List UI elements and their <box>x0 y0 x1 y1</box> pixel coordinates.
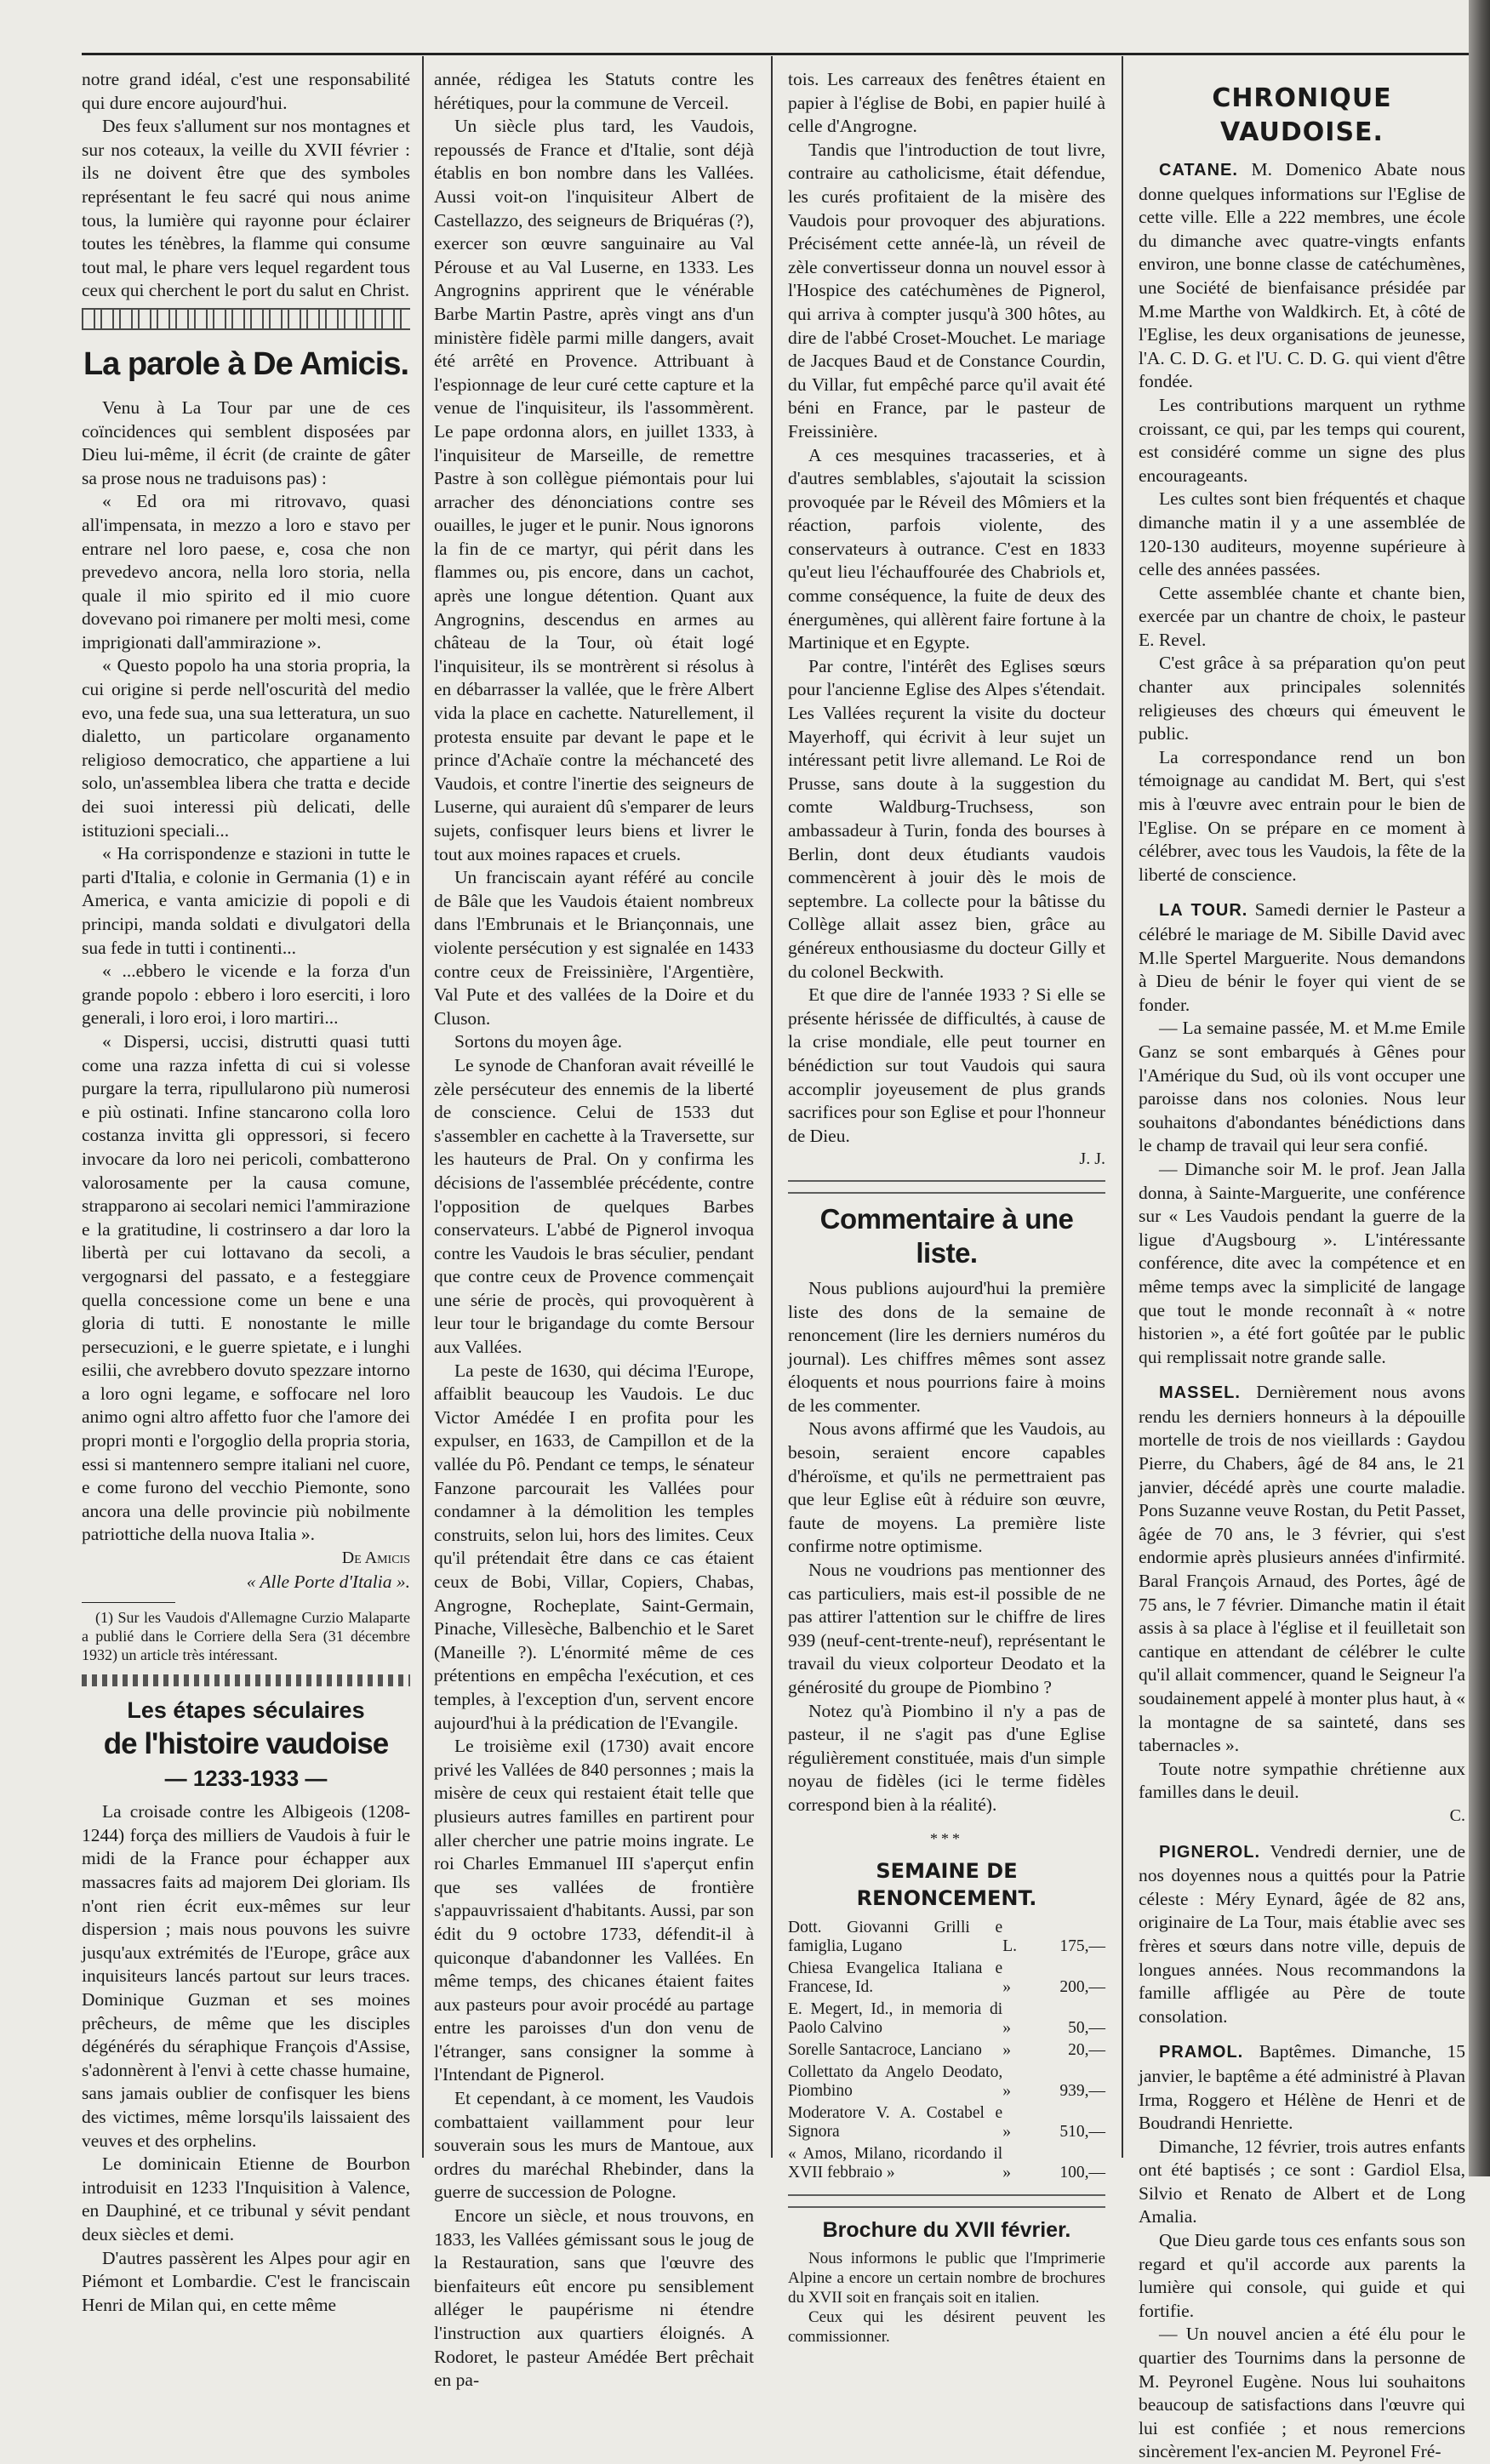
paragraph: Le synode de Chanforan avait réveillé le zèle persécuteur des ennemis de la liberté de conscience. Celui de 1533 dut s'assembler en cachette à la Traversette, sur les hauteurs de Pral. On y confirma les décisions de l'assemblée précédente, contre l'opposition de quelques Barbes conservateurs. L'abbé de Pignerol invoqua contre les Vaudois le bras séculier, pendant que contre ceux de Provence commençait une série de procès, qui provoquèrent à leur tour le brigandage du comte Bersour aux Vallées. <box>434 1054 754 1358</box>
donor-name: Dott. Giovanni Grilli e famiglia, Lugano <box>788 1919 1003 1956</box>
column-divider <box>422 56 424 2158</box>
signature-source: « Alle Porte d'Italia ». <box>246 1571 410 1592</box>
donor-name: E. Megert, Id., in memoria di Paolo Calvino <box>788 2000 1003 2038</box>
paragraph: — La semaine passée, M. et M.me Emile Ganz se sont embarqués à Gênes pour l'Amérique du Sud, où ils vont occuper une paroisse dans nos colonies. Nous leur souhaitons d'abondantes bénédictions dans le champ de travail qui leur sera confié. <box>1139 1018 1465 1156</box>
paragraph: « Ed ora mi ritrovavo, quasi all'impensata, in mezzo a loro e stavo per entrare nel loro paese, e, cosa che non prevedevo ancora, nella loro storia, nella quale il mio spirito ed il mio cuore dovevano poi rimanere per molti mesi, come imprigionati dall'ammirazione ». <box>82 491 410 653</box>
currency: » <box>1002 2019 1011 2038</box>
table-row <box>788 2041 1105 2063</box>
paragraph: Nous publions aujourd'hui la première liste des dons de la semaine de renoncement (lire les derniers numéros du journal). Les chiffres mêmes sont assez éloquents et nous pourrions faire à moins de les commenter. <box>788 1277 1105 1416</box>
paragraph: Tandis que l'introduction de tout livre, contraire au catholicisme, était défendue, les curés profitaient de la misère des Vaudois pour provoquer des abjurations. Précisément cette année-là, un réveil de zèle convertisseur donna un nouvel essor à l'Hospice des catéchumènes de Pignerol, qui arriva à compter jusqu'à 300 hôtes, au dire de l'abbé Croset-Mouchet. Le mariage de Jacques Baud et de Constance Courdin, du Villar, fut empêché parce qu'il avait été béni en France, par le pasteur de Freissinière. <box>788 139 1105 442</box>
donor-name: Moderatore V. A. Costabel e Signora <box>788 2104 1003 2142</box>
currency: » <box>1002 2082 1011 2101</box>
stars-separator: *** <box>930 1829 963 1847</box>
paragraph: C'est grâce à sa préparation qu'on peut chanter aux principales solennités religieuses des chœurs qui émeuvent le public. <box>1139 653 1465 744</box>
paragraph: Nous informons le public que l'Imprimerie Alpine a encore un certain nombre de brochures du XVII soit en français soit en italien. <box>788 2250 1105 2307</box>
currency: L. <box>1002 1937 1017 1956</box>
currency: » <box>1002 2123 1011 2142</box>
paragraph: Et cependant, à ce moment, les Vaudois combattaient vaillamment pour leur souverain sous les murs de Mantoue, aux ordres du maréchal Rhebinder, dans la guerre de succession de Pologne. <box>434 2088 754 2203</box>
spacer <box>1139 1369 1465 1381</box>
paragraph: Les cultes sont bien fréquentés et chaque dimanche matin il y a une assemblée de 120-130 auditeurs, moyenne supérieure à celle des années passées. <box>1139 488 1465 580</box>
paragraph: Des feux s'allument sur nos montagnes et sur nos coteaux, la veille du XVII février : ils ne doivent être que des symboles représentant le feu sacré qui nous anime tous, la lumière qui rayonne pour éclairer toutes les ténèbres, la flamme qui consume tout mal, le phare vers lequel regardent tous ceux qui cherchent le port du salut en Christ. <box>82 116 410 301</box>
donor-name: Sorelle Santacroce, Lanciano <box>788 2041 982 2060</box>
article-title-etapes: Les étapes séculaires <box>127 1697 365 1724</box>
section-title-semaine: SEMAINE DE RENONCEMENT. <box>856 1859 1037 1911</box>
paragraph-text: Samedi dernier le Pasteur a célébré le mariage de M. Sibille David avec M.lle Spertel Marguerite. Nous demandons à Dieu de bénir le foyer qui vient de se fonder. <box>1139 899 1465 1015</box>
ornament-divider <box>788 1180 1105 1194</box>
paragraph: Encore un siècle, et nous trouvons, en 1833, les Vallées gémissant sous le joug de la Restauration, sans que l'œuvre des bienfaiteurs eût encore pu sensiblement alléger le paupérisme ni étendre l'instruction aux quartiers éloignés. A Rodoret, le pasteur Amédée Bert prêchait en pa- <box>434 2205 754 2391</box>
paragraph: Le troisième exil (1730) avait encore privé les Vallées de 840 personnes ; mais la misère de ceux qui restaient était telle que plusieurs autres familles en partirent pour aller chercher une patrie moins ingrate. Le roi Charles Emmanuel III s'aperçut enfin que ses vallées de frontière s'appauvrissaient d'habitants. Aussi, par son édit du 9 octobre 1733, défendit-il à quiconque d'abandonner les Vallées. En même temps, des chicanes étaient faites aux pasteurs pour avoir procédé au partage entre les paroisses d'un don venu de l'étranger, sans consigner la somme à l'Intendant de Pignerol. <box>434 1736 754 2085</box>
paragraph: « ...ebbero le vicende e la forza d'un grande popolo : ebbero i loro eserciti, i loro generali, i loro eroi, i loro martiri... <box>82 961 410 1029</box>
column-divider <box>771 56 773 2158</box>
article-title-liste: Commentaire à une liste. <box>819 1202 1074 1269</box>
paragraph: Notez qu'à Piombino il n'y a pas de pasteur, il ne s'agit pas d'une Eglise régulièrement constituée, mais d'un simple noyau de fidèles (ici le terme fidèles correspond bien à la réalité). <box>788 1700 1105 1815</box>
amount: 939,— <box>1059 2082 1105 2101</box>
section-title-brochure: Brochure du XVII février. <box>822 2218 1071 2243</box>
column-divider <box>1122 56 1123 2158</box>
place-name: LA TOUR. <box>1159 901 1248 921</box>
signature: J. J. <box>1079 1149 1105 1169</box>
paragraph-text: M. Domenico Abate nous donne quelques informations sur l'Eglise de cette ville. Elle a 222 membres, une école du dimanche avec quatre-vingts enfants environ, une bonne classe de catéchumènes, une Société de bienfaisance présidée par M.me Marthe von Waldkirch. Et, à côté de l'Eglise, les deux organisations de jeunesse, l'A. C. D. G. et l'U. C. D. G. qui vient d'être fondée. <box>1139 159 1465 392</box>
amount: 200,— <box>1059 1978 1105 1997</box>
paragraph: La croisade contre les Albigeois (1208-1244) força des milliers de Vaudois à fuir le midi de la France pour échapper aux massacres faits ad majorem Dei gloriam. Ils n'ont rien écrit eux-mêmes sur leur dispersion ; mais nous pouvons les suivre jusqu'aux extrémités de l'Europe, grâce aux inquisiteurs lancés partout sur leurs traces. Dominique Guzman et ses moines prêcheurs, de même que les disciples dégénérés du séraphique François d'Assise, s'adonnèrent à l'envi à cette chasse humaine, sans jamais oublier de confisquer les biens des victimes, même lorsqu'ils laissaient des veuves et des orphelins. <box>82 1801 410 2151</box>
article-title-etapes-2: de l'histoire vaudoise <box>103 1727 389 1761</box>
signature: C. <box>1449 1805 1465 1825</box>
place-name: PRAMOL. <box>1159 2043 1244 2062</box>
ornament-divider <box>82 308 410 330</box>
footnote: (1) Sur les Vaudois d'Allemagne Curzio Malaparte a publié dans le Corriere della Sera (31 décembre 1932) un article très intéressant. <box>82 1609 410 1664</box>
paragraph: D'autres passèrent les Alpes pour agir en Piémont et Lombardie. C'est le franciscain Henri de Milan qui, en cette même <box>82 2247 410 2315</box>
paragraph: Cette assemblée chante et chante bien, exercée par un chantre de choix, le pasteur E. Revel. <box>1139 582 1465 650</box>
footnote-rule <box>82 1602 175 1603</box>
paragraph: année, rédigea les Statuts contre les hérétiques, pour la commune de Verceil. <box>434 69 754 113</box>
place-name: CATANE. <box>1159 161 1238 180</box>
spacer <box>1139 1828 1465 1840</box>
paragraph: notre grand idéal, c'est une responsabilité qui dure encore aujourd'hui. <box>82 69 410 113</box>
donor-name: Chiesa Evangelica Italiana e Francese, Id. <box>788 1959 1003 1997</box>
paragraph: Les contributions marquent un rythme croissant, ce qui, par les temps qui courent, est considéré comme un signe des plus encourageants. <box>1139 394 1465 486</box>
amount: 175,— <box>1059 1937 1105 1956</box>
paragraph: « Dispersi, uccisi, distrutti quasi tutti come una razza infetta di cui si volesse purgare la terra, ripullularono più numerosi e più ostinati. Infine stancarono colla loro costanza invitta gli oppressori, si fecero invocare da loro nei pericoli, combatterono valorosamente per la causa comune, strapparono ai secolari nemici l'ammirazione e la gratitudine, li costrinsero a dar loro la libertà per cui lottavano da secoli, a vergognarsi del passato, e a festeggiare quella concessione come un bene e una gloria di tutti. E nonostante le mille persecuzioni, e le guerre spietate, e i lunghi esilii, che avrebbero dovuto spezzare intorno a loro ogni legame, e soffocare nel loro animo ogni altro affetto fuor che l'amore dei propri monti e l'orgoglio della propria storia, essi si mantennero sempre italiani nel cuore, e come furono del vecchio Piemonte, sono ancora una delle provincie più nobilmente patriottiche della nuova Italia ». <box>82 1030 410 1545</box>
table-row <box>788 1959 1105 2000</box>
paragraph: Venu à La Tour par une de ces coïncidences qui semblent disposées par Dieu lui-même, il écrit (de crainte de gâter sa prose nous ne traduisons pas) : <box>82 396 410 488</box>
paragraph: Ceux qui les désirent peuvent les commissionner. <box>788 2308 1105 2347</box>
section-title-chronique: CHRONIQUE VAUDOISE. <box>1212 83 1392 147</box>
page-edge-shadow <box>1469 0 1490 2176</box>
article-dates: — 1233-1933 — <box>164 1765 328 1792</box>
column-3 <box>788 68 1105 2347</box>
paragraph: Un franciscain ayant référé au concile de Bâle que les Vaudois étaient nombreux dans l'Embrunais et le Briançonnais, une violente persécution y est signalée en 1433 contre ceux de Freissinière, l'Argentière, Val Pute et des vallées de la Doire et du Cluson. <box>434 867 754 1029</box>
paragraph: Dimanche, 12 février, trois autres enfants ont été baptisés ; ce sont : Gardiol Elsa, Silvio et Renato de Albert et de Long Amalia. <box>1139 2136 1465 2227</box>
ornament-divider <box>82 1674 410 1686</box>
currency: » <box>1002 2164 1011 2182</box>
paragraph: Sortons du moyen âge. <box>454 1031 623 1052</box>
table-row <box>788 1919 1105 1959</box>
amount: 510,— <box>1059 2123 1105 2142</box>
paragraph-text: Dernièrement nous avons rendu les derniers honneurs à la dépouille mortelle de trois de nos vieillards : Gaydou Pierre, du Chabers, âgé de 84 ans, le 21 janvier, décédé après une courte maladie. Pons Suzanne veuve Rostan, du Petit Passet, âgée de 70 ans, le 3 février, qui s'est endormie après plusieurs années d'infirmité. Baral François Arnaud, des Portes, âgé de 75 ans, le 7 février. Dimanche matin il était assis à sa place à l'église et il feuilletait son cantique en attendant de célébrer le culte qu'il allait commencer, quand le Seigneur l'a soudainement appelé à monter plus haut, à « la montagne de sa sainteté, dans ses tabernacles ». <box>1139 1382 1465 1756</box>
top-rule <box>82 53 1469 55</box>
place-name: PIGNEROL. <box>1159 1842 1261 1862</box>
amount: 20,— <box>1068 2041 1105 2060</box>
column-2 <box>434 68 754 2391</box>
currency: » <box>1002 1978 1011 1997</box>
column-1 <box>82 68 410 2315</box>
paragraph: « Ha corrispondenze e stazioni in tutte le parti d'Italia, e colonie in Germania (1) e in America, e vanta amicizie di popoli e di principi, manda soldati e divulgatori della sua fede in tutti i continenti... <box>82 843 410 958</box>
table-row <box>788 2063 1105 2104</box>
table-row <box>788 2104 1105 2145</box>
paragraph: Par contre, l'intérêt des Eglises sœurs pour l'ancienne Eglise des Alpes s'étendait. Les Vallées reçurent la visite du docteur Mayerhoff, qui écrivit à leur sujet un intéressant petit livre allemand. Le Roi de Prusse, sans doute à la suggestion du comte Waldburg-Truchsess, son ambassadeur à Turin, fonda des bourses à Berlin, dont deux étudiants vaudois commencèrent à jouir dès le mois de septembre. La collecte pour la bâtisse du Collège allait assez bien, grâce au généreux enthousiasme du docteur Gilly et du colonel Beckwith. <box>788 655 1105 982</box>
paragraph: Que Dieu garde tous ces enfants sous son regard et qu'il accorde aux parents la lumière qui console, qui guide et qui fortifie. <box>1139 2230 1465 2321</box>
table-row <box>788 2000 1105 2041</box>
paragraph: Et que dire de l'année 1933 ? Si elle se présente hérissée de difficultés, à cause de la crise mondiale, elle peut tourner en bénédiction sur tout Vaudois qui saura accomplir joyeusement de plus grands sacrifices pour son Eglise et pour l'honneur de Dieu. <box>788 984 1105 1146</box>
ornament-divider <box>788 2194 1105 2208</box>
paragraph-text: Vendredi dernier, une de nos doyennes nous a quittés pour la Patrie céleste : Méry Eynard, âgée de 82 ans, originaire de La Tour, mais établie avec ses frères et sœurs dans notre ville, depuis de longues années. Nous recommandons la famille affligée au Père de toute consolation. <box>1139 1840 1465 2027</box>
place-name: MASSEL. <box>1159 1383 1241 1403</box>
donor-name: « Amos, Milano, ricordando il XVII febbraio » <box>788 2145 1003 2182</box>
donor-name: Collettato da Angelo Deodato, Piombino <box>788 2063 1003 2101</box>
paragraph: tois. Les carreaux des fenêtres étaient en papier à l'église de Bobi, en papier huilé à celle d'Angrogne. <box>788 69 1105 137</box>
paragraph: — Dimanche soir M. le prof. Jean Jalla donna, à Sainte-Marguerite, une conférence sur « Les Vaudois pendant la guerre de la ligue d'Augsbourg ». L'intéressante conférence, dite avec la compétence et en même temps avec la simplicité de langage que tout le monde reconnaît à « notre historien », a été fort goûtée par le public qui remplissait notre grande salle. <box>1139 1158 1465 1367</box>
table-row <box>788 2145 1105 2186</box>
paragraph: — Un nouvel ancien a été élu pour le quartier des Tournims dans la personne de M. Peyronel Eugène. Nous lui souhaitons beaucoup de satisfactions dans l'œuvre qui lui est confiée ; et nous remercions sincèrement l'ex-ancien M. Peyronel Fré- <box>1139 2324 1465 2462</box>
paragraph: « Questo popolo ha una storia propria, la cui origine si perde nell'oscurità del medio evo, una fede sua, una sua letteratura, un suo dialetto, un particolare organamento religioso democratico, che appartiene a lui solo, un'assemblea libera che tratta e decide dei suoi interessi più delicati, delle istituzioni speciali... <box>82 655 410 841</box>
paragraph: Le dominicain Etienne de Bourbon introduisit en 1233 l'Inquisition à Valence, en Dauphiné, et ce tribunal y sévit pendant deux siècles et demi. <box>82 2153 410 2244</box>
article-title-amicis: La parole à De Amicis. <box>83 345 409 382</box>
amount: 100,— <box>1059 2164 1105 2182</box>
spacer <box>1139 2028 1465 2040</box>
column-4 <box>1139 68 1465 2462</box>
paragraph: Un siècle plus tard, les Vaudois, repoussés de France et d'Italie, sont déjà établis en bon nombre dans les Vallées. Aussi voit-on l'inquisiteur Albert de Castellazzo, des seigneurs de Briquéras (?), exercer son œuvre sanguinaire au Val Pérouse et au Val Luserne, en 1333. Les Angrognins apprirent que le vénérable Barbe Martin Pastre, après vingt ans d'un ministère fidèle parmi mille dangers, avait été arrêté en Provence. Attribuant à l'espionnage de leur curé cette capture et la venue de l'inquisiteur, ils l'assommèrent. Le pape ordonna alors, en juillet 1333, à l'inquisiteur de Marseille, de remettre Pastre à son collègue piémontais pour lui arracher des dénonciations contre ses ouailles, le juger et le punir. Nous ignorons la fin de ce martyr, qui périt dans les flammes ou, pis encore, dans un cachot, après une longue détention. Quant aux Angrognins, descendus en armes au château de la Tour, où était logé l'inquisiteur, ils se montrèrent si résolus à en débarrasser la vallée, que le frère Albert vida la place en cachette. Naturellement, il protesta ensuite par devant le pape et le prince d'Achaïe contre la méchanceté des Vaudois, et contre l'inertie des seigneurs de Luserne, qui auraient dû s'emparer de leurs sujets, confisquer leurs biens et livrer le tout aux moines rapaces et cruels. <box>434 116 754 864</box>
paragraph: Nous avons affirmé que les Vaudois, au besoin, seraient encore capables d'héroïsme, et qu'ils ne permettraient pas que leur Eglise eût à réduire son œuvre, faute de moyens. La première liste confirme notre optimisme. <box>788 1418 1105 1557</box>
paragraph: Nous ne voudrions pas mentionner des cas particuliers, mais est-il possible de ne pas attirer l'attention sur le chiffre de lires 939 (neuf-cent-trente-neuf), représentant le travail du vieux colporteur Deodato et la générosité du groupe de Piombino ? <box>788 1560 1105 1697</box>
paragraph: Toute notre sympathie chrétienne aux familles dans le deuil. <box>1139 1758 1465 1803</box>
donations-table <box>788 1919 1105 2186</box>
paragraph: La peste de 1630, qui décima l'Europe, affaiblit beaucoup les Vaudois. Le duc Victor Amédée I en profita pour les expulser, en 1633, de Campillon et de la vallée du Pô. Pendant ce temps, le sénateur Fanzone parcourait les Vallées pour condamner à la démolition les temples construits, selon lui, hors des limites. Ceux qu'il prétendait être dans ce cas étaient ceux de Bobi, Villar, Copiers, Chabas, Angrogne, Rocheplate, Saint-Germain, Pinache, Villesèche, Balbenchio et le Saret (Maneille ?). L'énormité même de ces prétentions en empêcha l'exécution, et ces temples, à l'exception d'un, servent encore aujourd'hui à la prédication de l'Evangile. <box>434 1360 754 1733</box>
signature: De Amicis <box>341 1549 410 1568</box>
currency: » <box>1002 2041 1011 2060</box>
paragraph-text: Baptêmes. Dimanche, 15 janvier, le baptême a été administré à Plavan Irma, Roggero et Hélène de Henri et de Boudrandi Henriette. <box>1139 2041 1465 2134</box>
spacer <box>1139 887 1465 898</box>
paragraph: La correspondance rend un bon témoignage au candidat M. Bert, qui s'est mis à l'œuvre avec entrain pour le bien de l'Eglise. On se prépare en ce moment à célébrer, avec tous les Vaudois, la fête de la liberté de conscience. <box>1139 746 1465 885</box>
paragraph: A ces mesquines tracasseries, et à d'autres semblables, s'ajoutait la scission provoquée par le Réveil des Mômiers et la réaction, parfois violente, des conservateurs à outrance. C'est en 1833 qu'eut lieu l'échauffourée des Chabriols et, comme conséquence, la fuite de deux des énergumènes, qui allèrent faire fortune à la Martinique et en Egypte. <box>788 444 1105 653</box>
amount: 50,— <box>1068 2019 1105 2038</box>
